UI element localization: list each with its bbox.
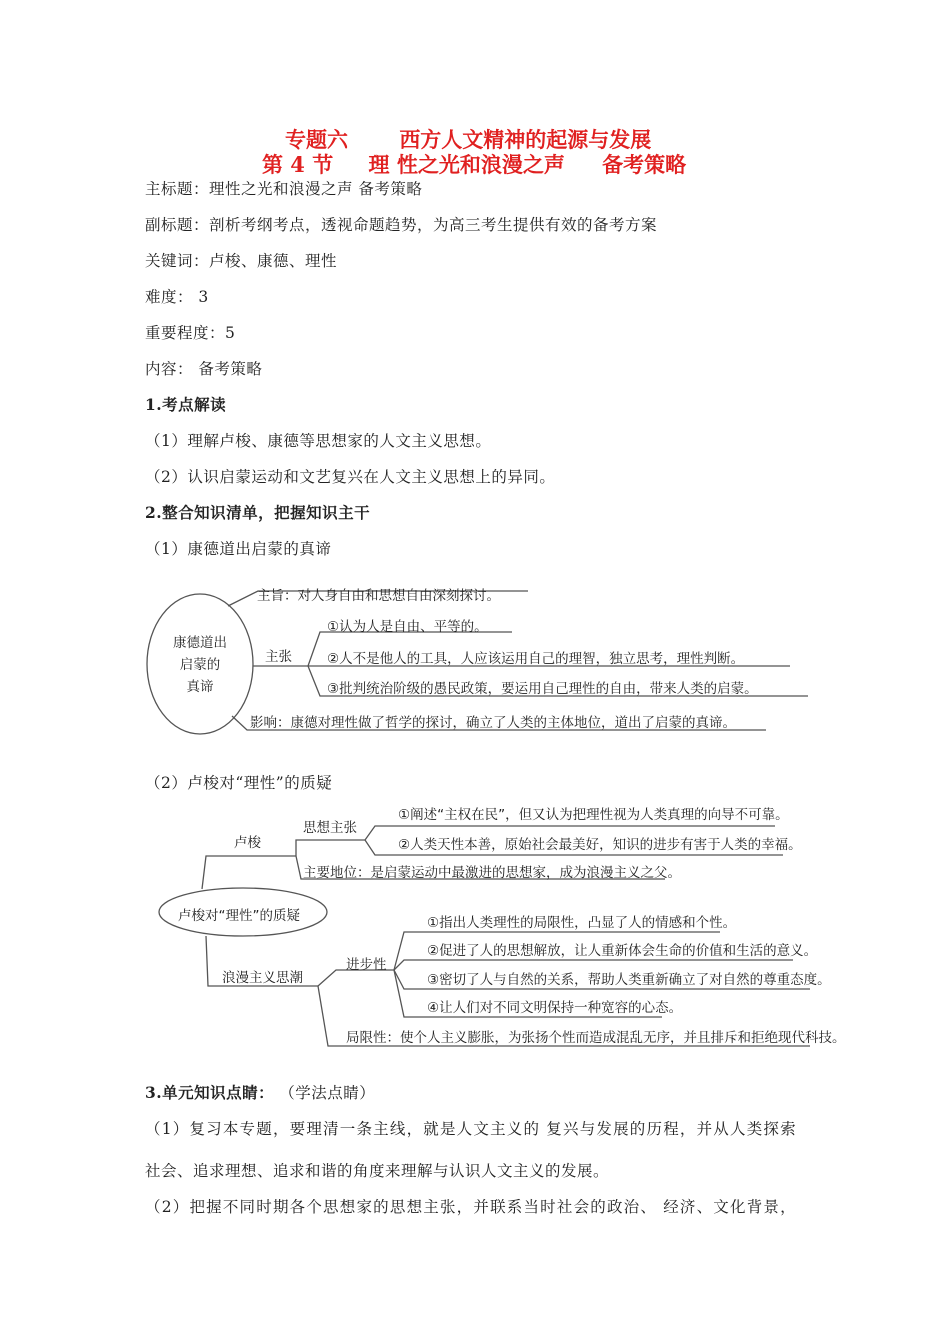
kant-center-line: 康德道出 xyxy=(173,635,227,651)
section3-p1-line1: （1）复习本专题，要理清一条主线，就是人文主义的 复兴与发展的历程，并从人类探索 xyxy=(145,1120,797,1138)
kant-influence: 影响：康德对理性做了哲学的探讨，确立了人类的主体地位，道出了启蒙的真谛。 xyxy=(250,715,736,731)
progress-item: ②促进了人的思想解放，让人重新体会生命的价值和生活的意义。 xyxy=(427,943,818,959)
title-topic-name: 西方人文精神的起源与发展 xyxy=(399,127,652,152)
section2-sub1: （1）康德道出启蒙的真谛 xyxy=(145,540,332,558)
rousseau-thought-label: 思想主张 xyxy=(303,820,357,836)
progress-item: ①指出人类理性的局限性，凸显了人的情感和个性。 xyxy=(427,915,737,931)
title-section-name: 理 性之光和浪漫之声 xyxy=(368,152,565,177)
title-topic: 专题六 xyxy=(285,127,348,152)
rousseau-thought: ②人类天性本善，原始社会最美好，知识的进步有害于人类的幸福。 xyxy=(398,837,802,853)
section3-heading: 3.单元知识点睛： xyxy=(145,1083,275,1102)
title-section-suffix: 备考策略 xyxy=(602,152,687,177)
main-title-line: 主标题：理性之光和浪漫之声 备考策略 xyxy=(145,180,423,198)
progress-item: ③密切了人与自然的关系，帮助人类重新确立了对自然的尊重态度。 xyxy=(427,972,831,988)
rousseau-center-label: 卢梭对“理性”的质疑 xyxy=(178,908,300,924)
kant-center-line: 真谛 xyxy=(186,679,214,695)
kant-claim: ①认为人是自由、平等的。 xyxy=(327,619,488,635)
content-line: 内容： 备考策略 xyxy=(145,360,263,378)
section3-heading-note: （学法点睛） xyxy=(279,1084,376,1102)
section3-p2: （2）把握不同时期各个思想家的思想主张，并联系当时社会的政治、 经济、文化背景， xyxy=(145,1198,797,1216)
section3-p1-line2: 社会、追求理想、追求和谐的角度来理解与认识人文主义的发展。 xyxy=(145,1162,610,1180)
kant-center-line: 启蒙的 xyxy=(179,657,221,673)
section1-item: （1）理解卢梭、康德等思想家的人文主义思想。 xyxy=(145,432,492,450)
rousseau-status: 主要地位：是启蒙运动中最激进的思想家，成为浪漫主义之父。 xyxy=(303,865,681,881)
section3-heading-line xyxy=(145,1081,375,1103)
importance-line: 重要程度：5 xyxy=(145,324,236,342)
difficulty-line: 难度： 3 xyxy=(145,288,209,306)
section1-heading: 1.考点解读 xyxy=(145,395,227,414)
progress-item: ④让人们对不同文明保持一种宽容的心态。 xyxy=(427,1000,683,1016)
romantic-label: 浪漫主义思潮 xyxy=(222,970,303,986)
kant-claim: ②人不是他人的工具，人应该运用自己的理智，独立思考，理性判断。 xyxy=(327,651,745,667)
limitation-text: 局限性：使个人主义膨胀，为张扬个性而造成混乱无序，并且排斥和拒绝现代科技。 xyxy=(346,1030,846,1046)
subtitle-line: 副标题：剖析考纲考点，透视命题趋势，为高三考生提供有效的备考方案 xyxy=(145,216,658,234)
rousseau-thought-branch xyxy=(296,840,365,856)
rousseau-branch xyxy=(202,856,296,889)
section2-sub2: （2）卢梭对“理性”的质疑 xyxy=(145,774,333,792)
section2-heading: 2.整合知识清单，把握知识主干 xyxy=(145,503,371,522)
kant-claims-label: 主张 xyxy=(265,649,292,665)
kant-theme: 主旨：对人身自由和思想自由深刻探讨。 xyxy=(257,588,500,604)
section1-item: （2）认识启蒙运动和文艺复兴在人文主义思想上的异同。 xyxy=(145,468,556,486)
kant-claim: ③批判统治阶级的愚民政策，要运用自己理性的自由，带来人类的启蒙。 xyxy=(327,681,758,697)
rousseau-thought: ①阐述“主权在民”，但又认为把理性视为人类真理的向导不可靠。 xyxy=(398,807,789,823)
keywords-line: 关键词：卢梭、康德、理性 xyxy=(145,252,338,270)
title-section: 第 4 节 xyxy=(262,152,334,177)
progress-label: 进步性 xyxy=(346,957,387,973)
rousseau-label: 卢梭 xyxy=(234,835,261,851)
